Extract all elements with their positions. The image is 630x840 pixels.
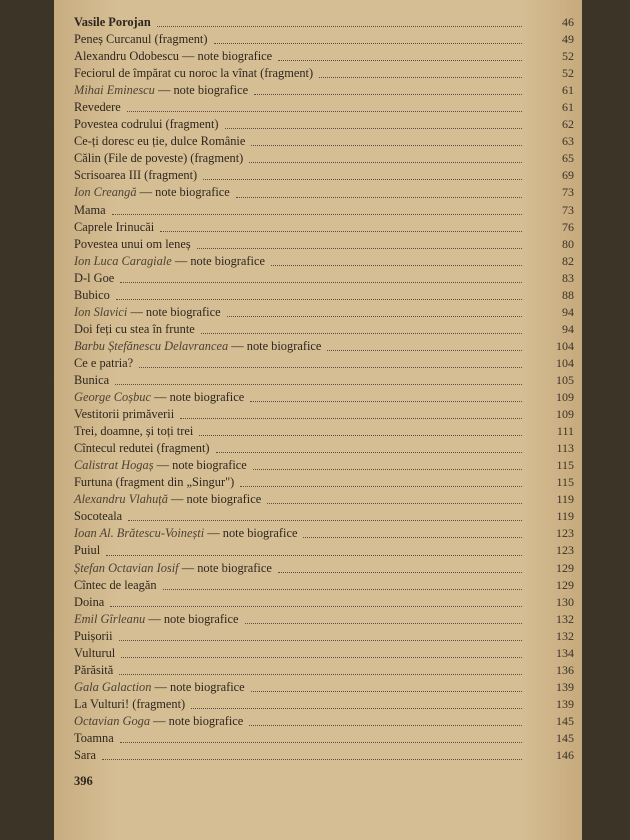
- toc-entry-page: 63: [562, 134, 574, 149]
- toc-entry-author: Ștefan Octavian Iosif: [74, 560, 179, 575]
- toc-dot-leader: [254, 94, 522, 95]
- toc-entry-text: — note biografice: [178, 560, 272, 575]
- toc-entry-page: 109: [556, 390, 574, 405]
- toc-entry-text: Povestea codrului (fragment): [74, 117, 219, 132]
- toc-dot-leader: [191, 708, 522, 709]
- toc-entry: [74, 645, 574, 662]
- toc-dot-leader: [251, 691, 522, 692]
- toc-dot-leader: [319, 77, 522, 78]
- toc-entry-title: [74, 65, 313, 82]
- toc-entry-title: [74, 713, 243, 730]
- toc-entry-page: 49: [562, 32, 574, 47]
- toc-entry: [74, 542, 574, 559]
- toc-dot-leader: [225, 128, 522, 129]
- toc-entry: [74, 150, 574, 167]
- toc-entry: [74, 747, 574, 764]
- toc-entry-title: [74, 474, 234, 491]
- toc-entry: [74, 423, 574, 440]
- toc-entry: [74, 82, 574, 99]
- toc-entry-title: [74, 167, 197, 184]
- toc-entry-page: 83: [562, 270, 574, 285]
- toc-dot-leader: [201, 333, 522, 334]
- toc-entry-author: Alexandru Vlahuță: [74, 492, 168, 507]
- toc-entry: [74, 560, 574, 577]
- toc-dot-leader: [249, 162, 522, 163]
- toc-entry-title: [74, 525, 297, 542]
- toc-entry-title: [74, 560, 272, 577]
- toc-dot-leader: [116, 299, 522, 300]
- toc-dot-leader: [216, 452, 522, 453]
- toc-entry: [74, 457, 574, 474]
- toc-entry-page: 123: [556, 526, 574, 541]
- toc-entry-title: [74, 508, 122, 525]
- toc-entry: [74, 662, 574, 679]
- toc-entry: [74, 355, 574, 372]
- toc-entry: [74, 594, 574, 611]
- toc-dot-leader: [251, 145, 522, 146]
- toc-entry-page: 139: [556, 679, 574, 694]
- toc-entry: [74, 730, 574, 747]
- toc-dot-leader: [227, 316, 522, 317]
- toc-dot-leader: [271, 265, 522, 266]
- toc-entry: [74, 491, 574, 508]
- toc-entry-page: 65: [562, 151, 574, 166]
- toc-entry-title: [74, 338, 321, 355]
- toc-entry-text: — note biografice: [154, 83, 249, 98]
- toc-dot-leader: [327, 350, 522, 351]
- toc-dot-leader: [120, 742, 522, 743]
- toc-entry: [74, 338, 574, 355]
- toc-dot-leader: [120, 282, 522, 283]
- toc-dot-leader: [128, 520, 522, 521]
- toc-entry-page: 115: [556, 475, 574, 490]
- toc-dot-leader: [240, 486, 522, 487]
- toc-entry: [74, 184, 574, 201]
- toc-entry-text: Doi feți cu stea în frunte: [74, 321, 195, 336]
- toc-dot-leader: [180, 418, 522, 419]
- toc-entry-page: 61: [562, 83, 574, 98]
- toc-entry-title: [74, 133, 245, 150]
- toc-entry-title: [74, 14, 151, 31]
- toc-entry: [74, 304, 574, 321]
- toc-entry: [74, 611, 574, 628]
- toc-entry-page: 73: [562, 202, 574, 217]
- toc-entry-author: Gala Galaction: [74, 679, 152, 694]
- toc-entry-page: 132: [556, 628, 574, 643]
- page-number: 396: [74, 774, 93, 788]
- toc-entry-title: [74, 48, 272, 65]
- toc-entry-page: 69: [562, 168, 574, 183]
- toc-entry: [74, 508, 574, 525]
- toc-entry: [74, 48, 574, 65]
- toc-entry: [74, 440, 574, 457]
- toc-entry: [74, 219, 574, 236]
- toc-entry-text: — note biografice: [150, 390, 245, 405]
- toc-dot-leader: [119, 674, 522, 675]
- toc-entry: [74, 577, 574, 594]
- toc-entry-text: Vulturul: [74, 645, 116, 660]
- toc-entry-text: Vestitorii primăverii: [74, 407, 175, 422]
- toc-entry-title: [74, 696, 185, 713]
- toc-entry: [74, 406, 574, 423]
- toc-entry-page: 88: [562, 287, 574, 302]
- toc-dot-leader: [139, 367, 522, 368]
- toc-entry-text: Furtuna (fragment din „Singur"): [74, 475, 235, 490]
- toc-entry-title: [74, 321, 195, 338]
- toc-dot-leader: [119, 640, 522, 641]
- toc-dot-leader: [203, 179, 522, 180]
- toc-entry-title: [74, 236, 191, 253]
- toc-entry-page: 111: [556, 424, 574, 439]
- toc-entry-page: 62: [562, 117, 574, 132]
- toc-entry-text: Cîntecul redutei (fragment): [74, 441, 210, 456]
- toc-entry-author: Barbu Ștefănescu Delavrancea: [74, 338, 229, 353]
- toc-entry-title: [74, 31, 208, 48]
- toc-entry-title: [74, 355, 133, 372]
- toc-entry: [74, 133, 574, 150]
- toc-entry: [74, 696, 574, 713]
- toc-entry-text: Caprele Irinucăi: [74, 219, 155, 234]
- toc-entry-title: [74, 577, 157, 594]
- toc-entry-title: [74, 645, 115, 662]
- toc-entry: [74, 525, 574, 542]
- toc-entry-text: — note biografice: [127, 304, 221, 319]
- toc-entry-text: Cîntec de leagăn: [74, 577, 157, 592]
- toc-entry-page: 80: [562, 236, 574, 251]
- toc-entry-page: 129: [556, 577, 574, 592]
- toc-entry-text: D-l Goe: [74, 270, 115, 285]
- toc-entry-page: 105: [556, 372, 574, 387]
- toc-entry-page: 76: [562, 219, 574, 234]
- toc-entry-text: — note biografice: [145, 611, 239, 626]
- toc-entry-text: — note biografice: [167, 492, 262, 507]
- toc-entry-page: 119: [556, 509, 574, 524]
- toc-entry-title: [74, 270, 114, 287]
- toc-entry-text: Bubico: [74, 287, 110, 302]
- toc-entry-text: Puiul: [74, 543, 101, 558]
- toc-entry-text: — note biografice: [204, 526, 298, 541]
- toc-entry-author: Octavian Goga: [74, 713, 151, 728]
- toc-entry-text: Povestea unui om leneș: [74, 236, 191, 251]
- toc-entry-author: George Coșbuc: [74, 390, 151, 405]
- toc-dot-leader: [110, 606, 522, 607]
- toc-entry-text: Ce e patria?: [74, 355, 134, 370]
- toc-entry-text: — note biografice: [171, 253, 265, 268]
- toc-entry: [74, 31, 574, 48]
- toc-entry-text: Doina: [74, 594, 105, 609]
- toc-entry-author: Ioan Al. Brătescu-Voinești: [74, 526, 205, 541]
- toc-entry-title: [74, 253, 265, 270]
- toc-entry-page: 109: [556, 407, 574, 422]
- toc-dot-leader: [157, 26, 522, 27]
- toc-entry-text: La Vulturi! (fragment): [74, 696, 186, 711]
- toc-entry-title: [74, 389, 244, 406]
- toc-entry-page: 145: [556, 730, 574, 745]
- toc-entry-title: [74, 491, 261, 508]
- toc-entry-text: Părăsită: [74, 662, 114, 677]
- toc-entry-title: [74, 611, 239, 628]
- toc-entry-page: 82: [562, 253, 574, 268]
- toc-dot-leader: [278, 60, 522, 61]
- toc-entry-title: [74, 219, 154, 236]
- toc-entry-text: Socoteala: [74, 509, 123, 524]
- toc-dot-leader: [127, 111, 522, 112]
- toc-entry-page: 145: [556, 713, 574, 728]
- toc-entry: [74, 99, 574, 116]
- toc-entry-author: Ion Creangă: [74, 185, 137, 200]
- toc-entry-author: Ion Slavici: [74, 304, 128, 319]
- toc-entry-title: [74, 440, 210, 457]
- toc-entry-text: — note biografice: [153, 458, 247, 473]
- toc-entry: [74, 474, 574, 491]
- toc-dot-leader: [249, 725, 522, 726]
- toc-entry-title: [74, 406, 174, 423]
- toc-entry-text: Alexandru Odobescu — note biografice: [74, 49, 273, 64]
- toc-entry-page: 113: [556, 441, 574, 456]
- toc-entry-author: Emil Gîrleanu: [74, 611, 146, 626]
- toc-entry-page: 134: [556, 645, 574, 660]
- toc-dot-leader: [303, 537, 522, 538]
- toc-entry-text: Peneș Curcanul (fragment): [74, 32, 208, 47]
- toc-dot-leader: [214, 43, 522, 44]
- toc-dot-leader: [245, 623, 522, 624]
- toc-entry: [74, 202, 574, 219]
- toc-entry-text: Toamna: [74, 730, 114, 745]
- toc-entry-page: 46: [562, 15, 574, 29]
- toc-dot-leader: [160, 231, 522, 232]
- toc-entry: [74, 116, 574, 133]
- toc-entry: [74, 287, 574, 304]
- toc-entry-text: Trei, doamne, și toți trei: [74, 424, 194, 439]
- toc-entry: [74, 713, 574, 730]
- toc-entry-author: Mihai Eminescu: [74, 83, 155, 98]
- toc-dot-leader: [199, 435, 522, 436]
- toc-entry-text: Puișorii: [74, 628, 113, 643]
- toc-entry-page: 73: [562, 185, 574, 200]
- toc-entry-page: 139: [556, 696, 574, 711]
- toc-entry-page: 61: [562, 100, 574, 115]
- toc-entry-text: — note biografice: [136, 185, 230, 200]
- toc-entry-title: [74, 594, 104, 611]
- toc-entry: [74, 372, 574, 389]
- toc-entry: [74, 321, 574, 338]
- toc-entry-page: 52: [562, 49, 574, 64]
- toc-entry-page: 129: [556, 560, 574, 575]
- toc-entry-title: [74, 628, 113, 645]
- toc-dot-leader: [102, 759, 522, 760]
- toc-entry-title: [74, 150, 243, 167]
- toc-entry-text: Ce-ți doresc eu ție, dulce Românie: [74, 134, 246, 149]
- toc-entry: [74, 253, 574, 270]
- toc-entry-author: Calistrat Hogaș: [74, 458, 154, 473]
- toc-entry-author: Ion Luca Caragiale: [74, 253, 172, 268]
- toc-entry-text: Scrisoarea III (fragment): [74, 168, 198, 183]
- toc-entry: [74, 236, 574, 253]
- toc-dot-leader: [115, 384, 522, 385]
- toc-entry-page: 146: [556, 748, 574, 763]
- toc-entry-title: [74, 184, 230, 201]
- toc-entry-title: [74, 99, 121, 116]
- toc-entry-page: 94: [562, 321, 574, 336]
- toc-entry-title: [74, 202, 106, 219]
- toc-entry-page: 52: [562, 66, 574, 81]
- toc-entry-text: — note biografice: [228, 338, 322, 353]
- toc-entry-page: 130: [556, 594, 574, 609]
- toc-entry-title: [74, 542, 100, 559]
- toc-entry-text: Vasile Porojan: [74, 15, 151, 29]
- toc-entry-page: 132: [556, 611, 574, 626]
- book-page: [54, 0, 582, 840]
- toc-entry: [74, 389, 574, 406]
- toc-dot-leader: [236, 197, 522, 198]
- toc-entry-title: [74, 116, 219, 133]
- toc-dot-leader: [250, 401, 522, 402]
- toc-dot-leader: [278, 572, 522, 573]
- toc-entry-text: Mama: [74, 202, 106, 217]
- toc-entry: [74, 65, 574, 82]
- toc-dot-leader: [112, 214, 522, 215]
- toc-entry: [74, 628, 574, 645]
- toc-entry-page: 136: [556, 662, 574, 677]
- table-of-contents: [74, 14, 574, 764]
- toc-entry-text: — note biografice: [150, 713, 244, 728]
- toc-dot-leader: [253, 469, 522, 470]
- toc-entry: [74, 14, 574, 31]
- toc-entry: [74, 679, 574, 696]
- toc-entry-title: [74, 679, 245, 696]
- toc-entry-page: 104: [556, 338, 574, 353]
- toc-entry-text: Bunica: [74, 372, 110, 387]
- toc-entry-title: [74, 747, 96, 764]
- toc-entry: [74, 167, 574, 184]
- toc-entry-title: [74, 730, 114, 747]
- toc-entry-text: Revedere: [74, 100, 121, 115]
- toc-dot-leader: [267, 503, 522, 504]
- toc-entry-page: 104: [556, 355, 574, 370]
- toc-entry-page: 119: [556, 492, 574, 507]
- toc-dot-leader: [106, 555, 522, 556]
- toc-entry-text: Călin (File de poveste) (fragment): [74, 151, 244, 166]
- toc-dot-leader: [121, 657, 522, 658]
- toc-entry-title: [74, 423, 193, 440]
- toc-entry-title: [74, 82, 248, 99]
- toc-entry-text: Feciorul de împărat cu noroc la vînat (fragment): [74, 66, 314, 81]
- toc-entry-title: [74, 287, 110, 304]
- toc-entry-title: [74, 304, 221, 321]
- toc-dot-leader: [163, 589, 522, 590]
- toc-entry-page: 123: [556, 543, 574, 558]
- toc-entry-title: [74, 457, 247, 474]
- toc-entry: [74, 270, 574, 287]
- toc-entry-page: 115: [556, 458, 574, 473]
- toc-entry-text: — note biografice: [151, 679, 245, 694]
- toc-entry-title: [74, 662, 113, 679]
- toc-dot-leader: [197, 248, 522, 249]
- toc-entry-text: Sara: [74, 748, 97, 763]
- toc-entry-page: 94: [562, 304, 574, 319]
- toc-entry-title: [74, 372, 109, 389]
